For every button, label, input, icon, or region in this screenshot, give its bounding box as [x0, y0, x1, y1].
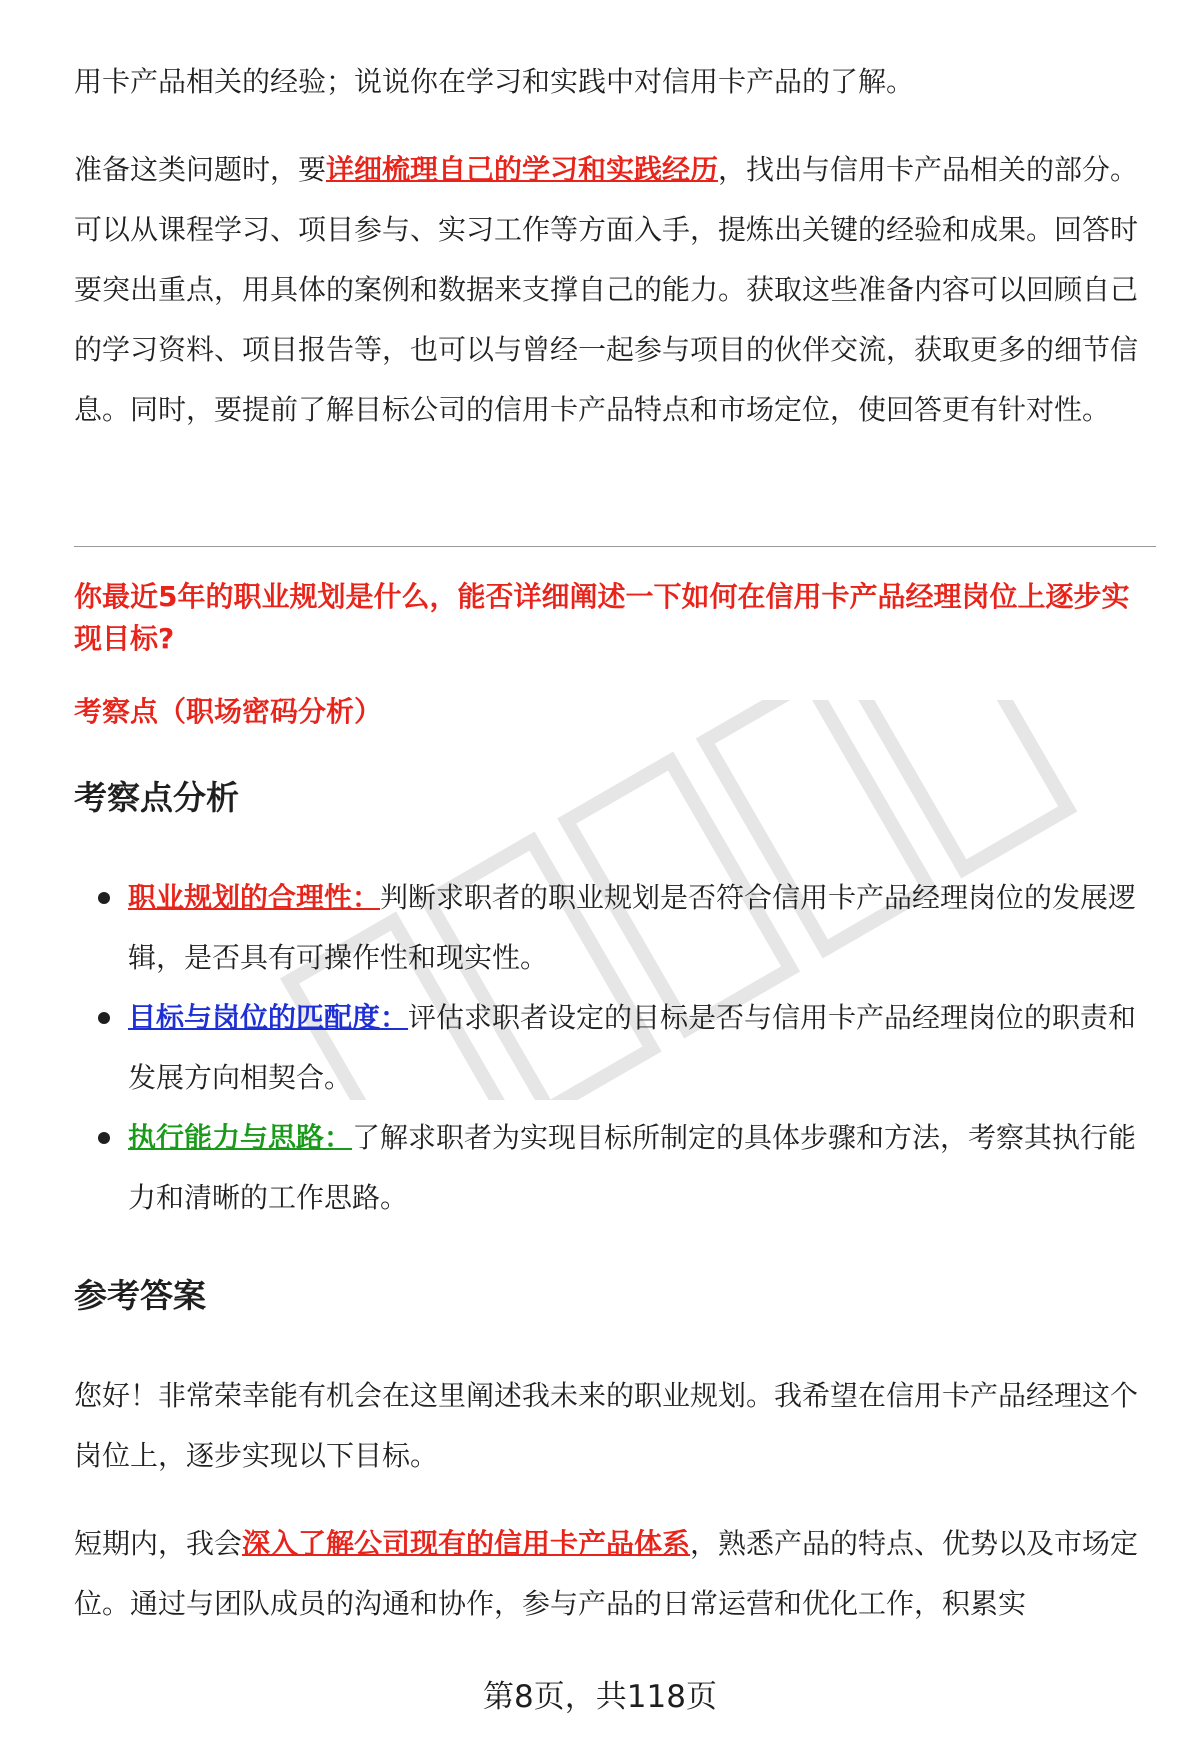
analysis-item	[74, 868, 1156, 988]
bullet-icon	[98, 892, 110, 904]
prep-highlight: 详细梳理自己的学习和实践经历	[326, 153, 719, 186]
answer-highlight: 深入了解公司现有的信用卡产品体系	[242, 1527, 691, 1560]
analysis-heading: 考察点分析	[74, 778, 239, 817]
page-number: 第8页，共118页	[483, 1679, 717, 1715]
analysis-item-label: 目标与岗位的匹配度：	[128, 1001, 409, 1034]
question-title: 你最近5年的职业规划是什么，能否详细阐述一下如何在信用卡产品经理岗位上逐步实现目标?	[74, 580, 1130, 655]
analysis-item	[74, 988, 1156, 1108]
bullet-icon	[98, 1012, 110, 1024]
analysis-item-text: 评估求职者设定的目标是否与信用卡产品经理岗位的职责和发展方向相契合。	[128, 1001, 1137, 1094]
analysis-list	[74, 868, 1156, 1228]
analysis-item-label: 执行能力与思路：	[128, 1121, 353, 1154]
prep-paragraph: 准备这类问题时，要详细梳理自己的学习和实践经历，找出与信用卡产品相关的部分。可以从课程学习、项目参与、实习工作等方面入手，提炼出关键的经验和成果。回答时要突出重点，用具体的案例和数据来支撑自己的能力。获取这些准备内容可以回顾自己的学习资料、项目报告等，也可以与曾经一起参与项目的伙伴交流，获取更多的细节信息。同时，要提前了解目标公司的信用卡产品特点和市场定位，使回答更有针对性。	[74, 153, 1139, 426]
answer-paragraph-1: 您好！非常荣幸能有机会在这里阐述我未来的职业规划。我希望在信用卡产品经理这个岗位上，逐步实现以下目标。	[74, 1379, 1139, 1472]
analysis-item-text: 了解求职者为实现目标所制定的具体步骤和方法，考察其执行能力和清晰的工作思路。	[128, 1121, 1137, 1214]
focus-label: 考察点（职场密码分析）	[74, 695, 383, 728]
analysis-item-label: 职业规划的合理性：	[128, 881, 381, 914]
section-divider	[74, 546, 1156, 547]
intro-paragraph: 用卡产品相关的经验；说说你在学习和实践中对信用卡产品的了解。	[74, 65, 915, 98]
analysis-item	[74, 1108, 1156, 1228]
bullet-icon	[98, 1132, 110, 1144]
analysis-item-text: 判断求职者的职业规划是否符合信用卡产品经理岗位的发展逻辑，是否具有可操作性和现实性。	[128, 881, 1137, 974]
answer-heading: 参考答案	[74, 1276, 206, 1315]
answer-paragraph-2: 短期内，我会深入了解公司现有的信用卡产品体系，熟悉产品的特点、优势以及市场定位。通过与团队成员的沟通和协作，参与产品的日常运营和优化工作，积累实	[74, 1527, 1139, 1620]
